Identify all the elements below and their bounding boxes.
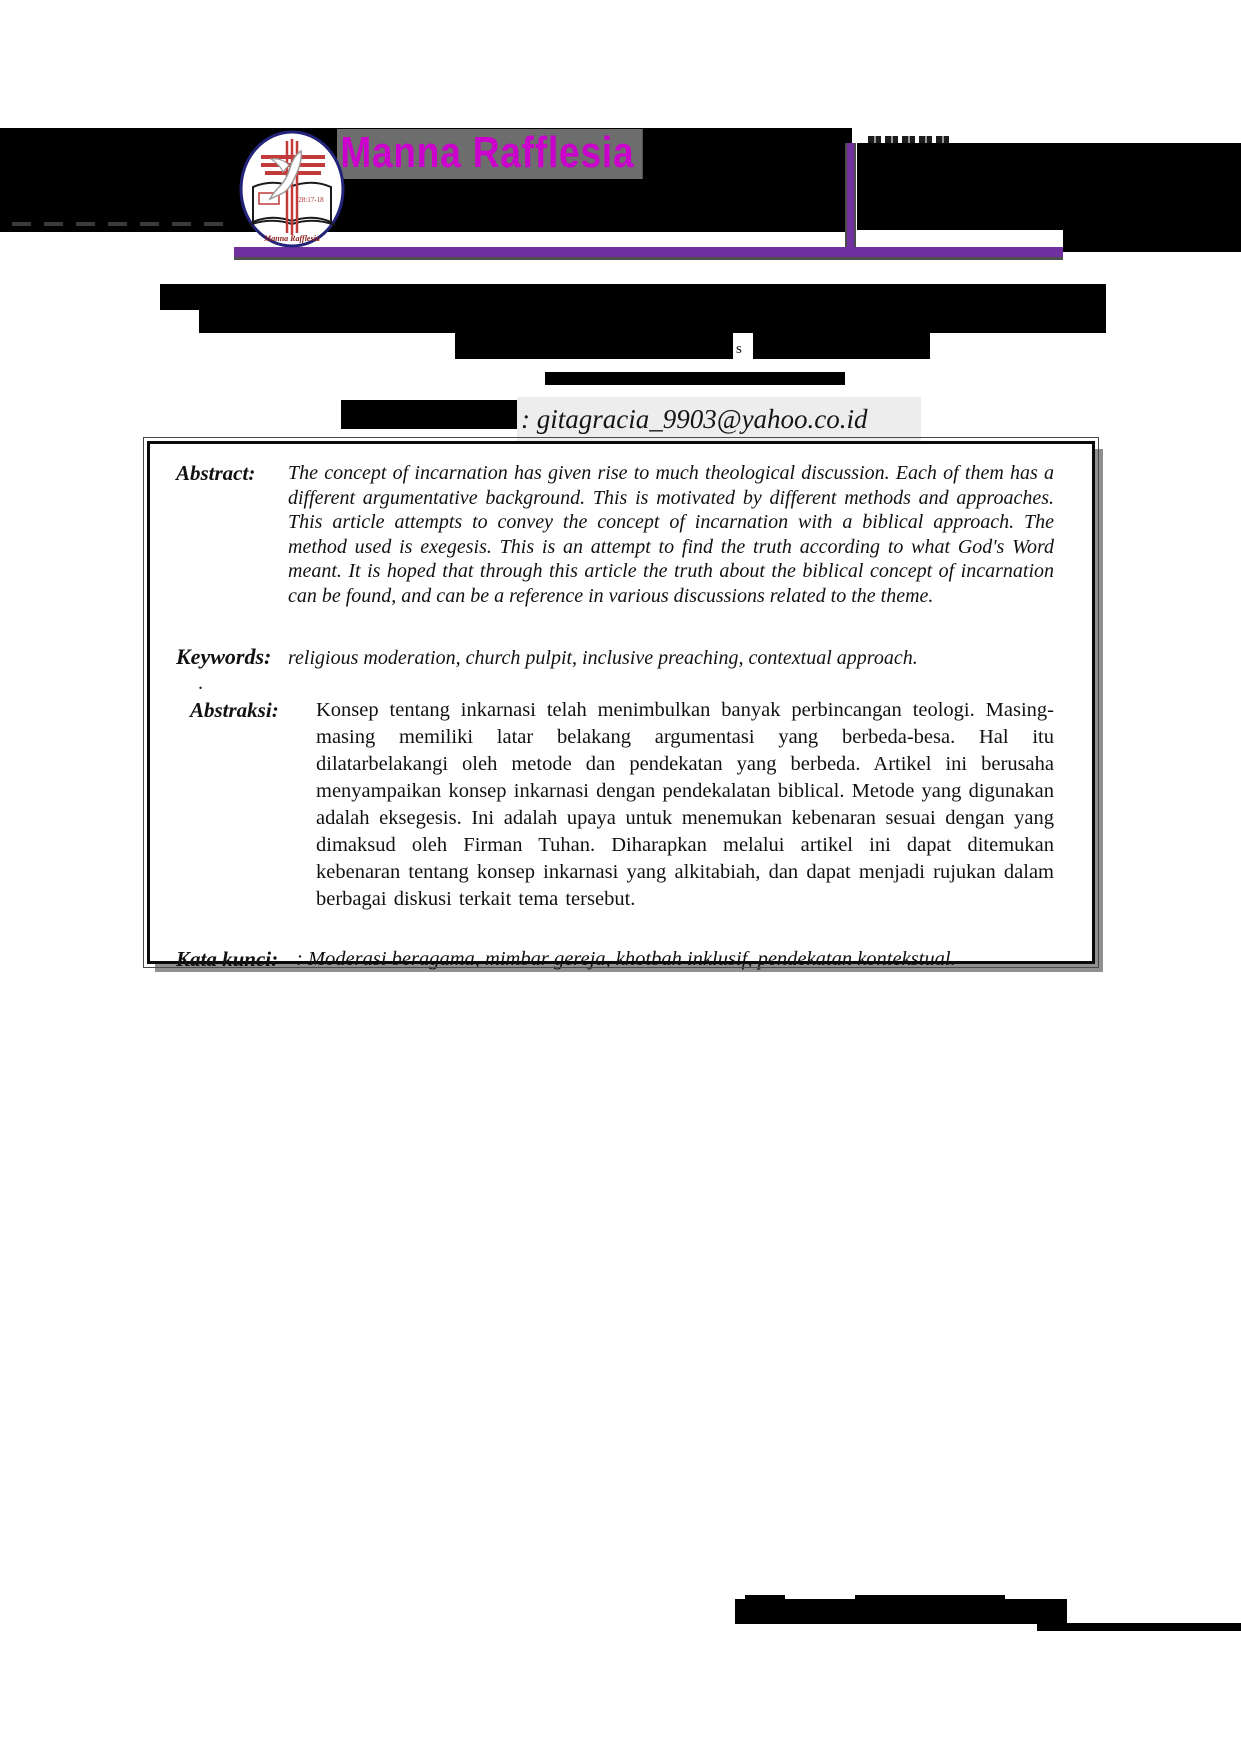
- redacted-email-label: [341, 400, 517, 429]
- redacted-header-block-right-extension: [1063, 230, 1241, 252]
- author-email: [517, 397, 921, 441]
- header-divider-line: [845, 143, 856, 257]
- abstraksi-label: Abstraksi:: [190, 698, 279, 722]
- kata-kunci-text: : Moderasi beragama, mimbar gereja, khotbah inklusif, pendekatan kontekstual.: [296, 948, 956, 970]
- abstraksi-row: [176, 697, 1054, 913]
- journal-title-text: Manna Rafflesia: [337, 129, 643, 179]
- logo-caption: Manna Rafflesia: [264, 234, 320, 243]
- abstract-label: Abstract:: [176, 461, 256, 485]
- redacted-title-line-1: [160, 284, 1106, 310]
- redacted-author-line-right: [753, 333, 930, 359]
- abstract-box: [147, 441, 1095, 971]
- redaction-dashes: [12, 222, 227, 226]
- stray-dot: .: [198, 672, 203, 694]
- keywords-row: [176, 645, 1054, 671]
- keywords-text: religious moderation, church pulpit, inclusive preaching, contextual approach.: [288, 647, 918, 669]
- kata-kunci-row: [176, 947, 1054, 972]
- abstract-text: The concept of incarnation has given rise to much theological discussion. Each of them has a different argumentative background. This is motivated by different methods and approaches. This article attempts to convey the concept of incarnation with a biblical approach. The method used is exegesis. This is an attempt to find the truth according to what God's Word meant. It is hoped that through this article the truth about the biblical concept of incarnation can be found, and can be a reference in various discussions related to the theme.: [288, 462, 1054, 607]
- author-superscript: s: [736, 341, 742, 357]
- book-reference: 28:17-18: [298, 196, 324, 204]
- keywords-label: Keywords:: [176, 644, 272, 669]
- header-underline-bar: [234, 247, 1063, 257]
- redacted-footer-line: [1037, 1623, 1241, 1631]
- redacted-header-block-right: [857, 143, 1241, 230]
- redacted-affiliation-line: [545, 372, 845, 385]
- redacted-author-line-left: [455, 333, 733, 359]
- abstraksi-text: Konsep tentang inkarnasi telah menimbulkan banyak perbincangan teologi. Masing-masing memiliki latar belakang argumentasi yang berbeda-besa. Hal itu dilatarbelakangi oleh metode dan pendekatan yang berbeda. Artikel ini berusaha menyampaikan konsep inkarnasi dengan pendekalatan biblical. Metode yang digunakan adalah eksegesis. Ini adalah upaya untuk menemukan kebenaran sesuai dengan yang dimaksud oleh Firman Tuhan. Diharapkan melalui artikel ini dapat ditemukan kebenaran tentang konsep inkarnasi yang alkitabiah, dan dapat menjadi rujukan dalam berbagai diskusi terkait tema tersebut.: [316, 699, 1054, 910]
- journal-title: [337, 129, 701, 179]
- redacted-footer-citation: [735, 1599, 1067, 1624]
- kata-kunci-label: Kata kunci:: [176, 947, 279, 971]
- author-email-text: : gitagracia_9903@yahoo.co.id: [521, 404, 868, 434]
- abstract-row: [176, 461, 1054, 608]
- redacted-title-line-2: [199, 310, 1106, 333]
- clipped-text-fragment: [868, 136, 950, 143]
- journal-logo: [237, 129, 347, 250]
